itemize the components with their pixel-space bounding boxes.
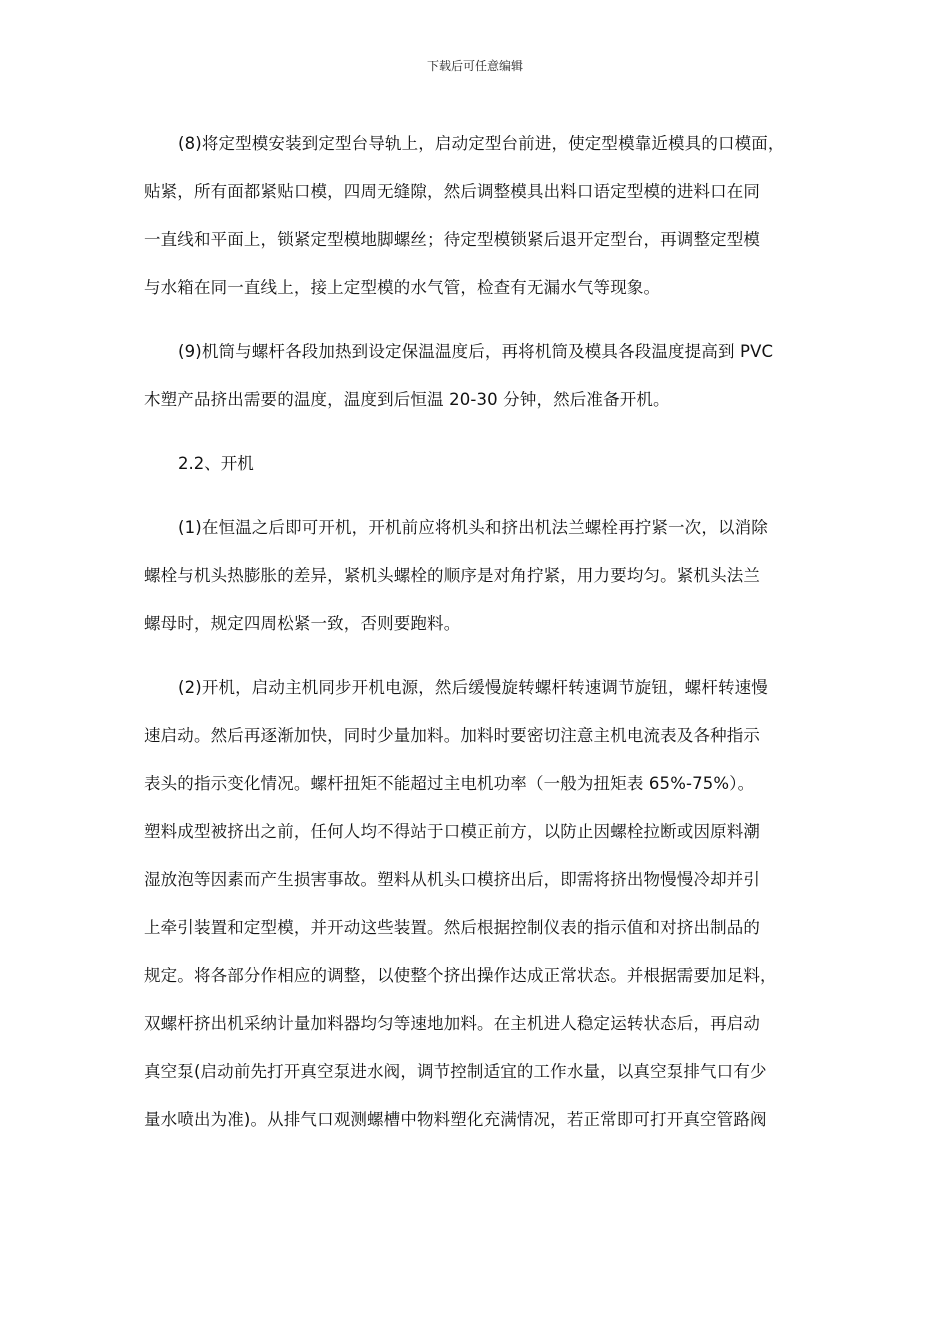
- text-line: 塑料成型被挤出之前，任何人均不得站于口模正前方，以防止因螺栓拉断或因原料潮: [144, 822, 761, 841]
- text-line: (2)开机，启动主机同步开机电源，然后缓慢旋转螺杆转速调节旋钮，螺杆转速慢: [178, 678, 768, 697]
- text-line: 规定。将各部分作相应的调整，以使整个挤出操作达成正常状态。并根据需要加足料，: [144, 966, 777, 985]
- text-line: 螺栓与机头热膨胀的差异，紧机头螺栓的顺序是对角拧紧，用力要均匀。紧机头法兰: [144, 566, 761, 585]
- text-line: 表头的指示变化情况。螺杆扭矩不能超过主电机功率（一般为扭矩表 65%-75%）。: [144, 774, 755, 793]
- text-line: 速启动。然后再逐渐加快，同时少量加料。加料时要密切注意主机电流表及各种指示: [144, 726, 761, 745]
- text-line: 一直线和平面上，锁紧定型模地脚螺丝；待定型模锁紧后退开定型台，再调整定型模: [144, 230, 761, 249]
- document-body: [144, 120, 806, 1144]
- text-line: 上牵引装置和定型模，并开动这些装置。然后根据控制仪表的指示值和对挤出制品的: [144, 918, 761, 937]
- paragraph-9: [144, 328, 806, 424]
- paragraph-2: [144, 664, 806, 1144]
- paragraph-1: [144, 504, 806, 648]
- text-line: 量水喷出为准)。从排气口观测螺槽中物料塑化充满情况，若正常即可打开真空管路阀: [144, 1110, 767, 1129]
- text-line: (9)机筒与螺杆各段加热到设定保温温度后，再将机筒及模具各段温度提高到 PVC: [178, 342, 774, 361]
- paragraph-8: [144, 120, 806, 312]
- section-heading: 2.2、开机: [178, 454, 254, 473]
- text-line: 湿放泡等因素而产生损害事故。塑料从机头口模挤出后，即需将挤出物慢慢冷却并引: [144, 870, 761, 889]
- text-line: 与水箱在同一直线上，接上定型模的水气管，检查有无漏水气等现象。: [144, 278, 661, 297]
- text-line: 双螺杆挤出机采纳计量加料器均匀等速地加料。在主机进人稳定运转状态后，再启动: [144, 1014, 761, 1033]
- page-header: 下载后可任意编辑: [426, 59, 523, 73]
- text-line: 螺母时，规定四周松紧一致，否则要跑料。: [144, 614, 461, 633]
- text-line: 木塑产品挤出需要的温度，温度到后恒温 20-30 分钟，然后准备开机。: [144, 390, 670, 409]
- text-line: (8)将定型模安装到定型台导轨上，启动定型台前进，使定型模靠近模具的口模面，: [178, 134, 785, 153]
- text-line: (1)在恒温之后即可开机，开机前应将机头和挤出机法兰螺栓再拧紧一次，以消除: [178, 518, 768, 537]
- text-line: 贴紧，所有面都紧贴口模，四周无缝隙，然后调整模具出料口语定型模的进料口在同: [144, 182, 761, 201]
- text-line: 真空泵(启动前先打开真空泵进水阀，调节控制适宜的工作水量，以真空泵排气口有少: [144, 1062, 767, 1081]
